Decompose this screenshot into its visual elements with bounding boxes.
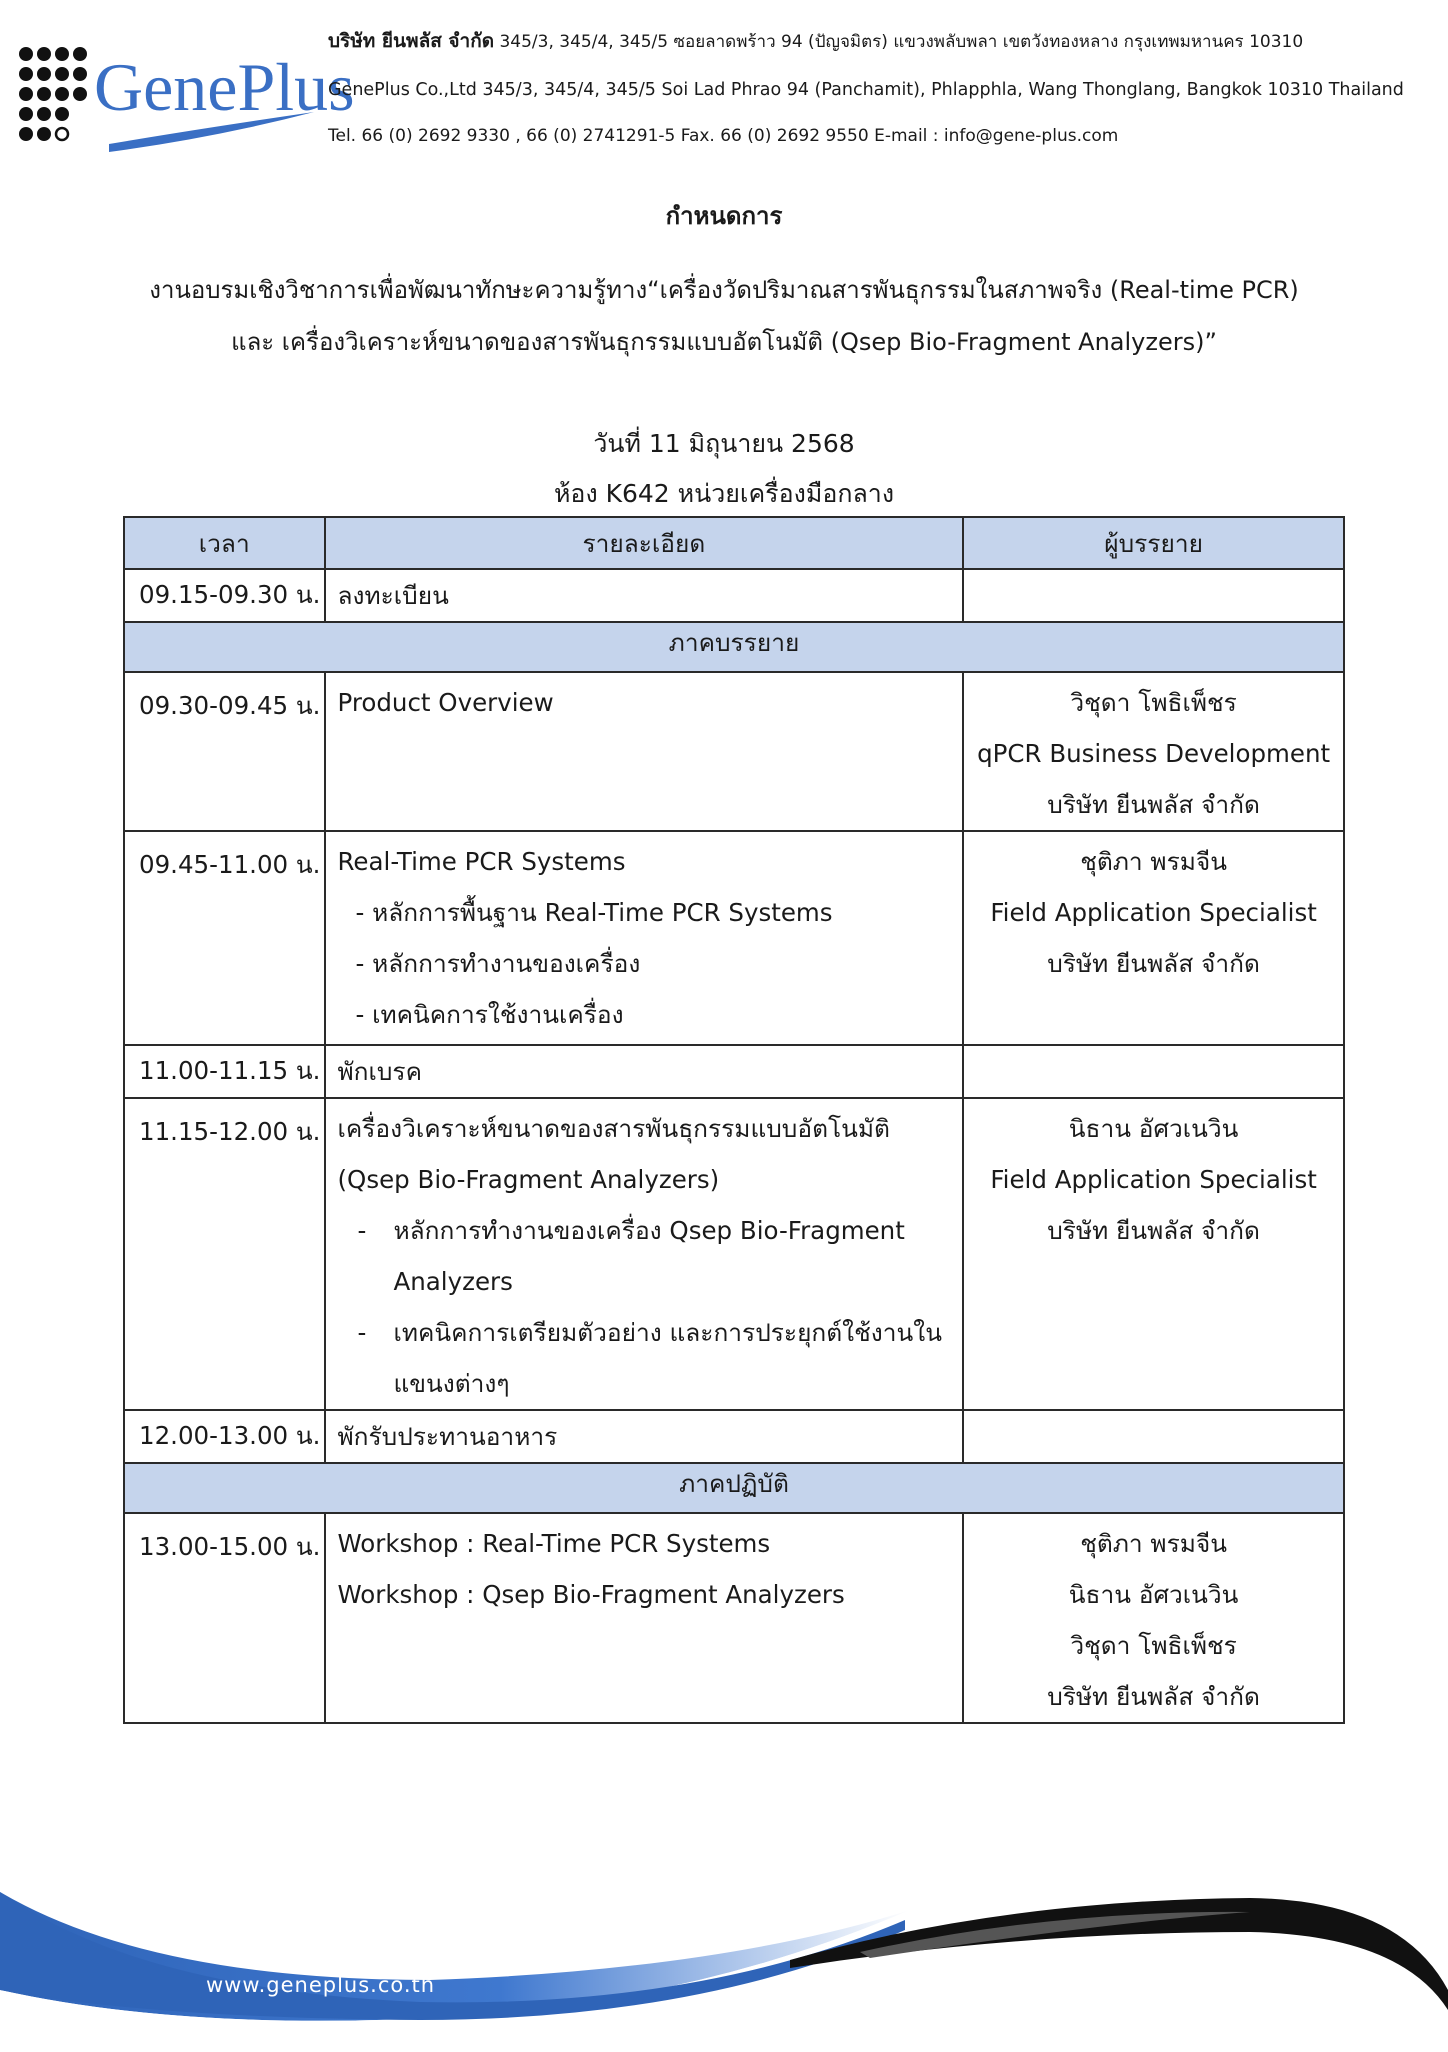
company-address-thai-text: 345/3, 345/4, 345/5 ซอยลาดพร้าว 94 (ปัญจมิตร) แขวงพลับพลา เขตวังทองหลาง กรุงเทพมหานคร 10310 (499, 32, 1304, 52)
speaker-role: qPCR Business Development (977, 739, 1331, 768)
table-row-break (124, 1045, 1344, 1098)
speaker-cell (963, 569, 1344, 622)
time-cell: 09.45-11.00 น. (124, 831, 325, 1045)
detail-cell: พักรับประทานอาหาร (325, 1410, 964, 1463)
company-contact: Tel. 66 (0) 2692 9330 , 66 (0) 2741291-5 Fax. 66 (0) 2692 9550 E-mail : info@gene-plus.com (328, 126, 1119, 146)
detail-cell (325, 1513, 964, 1723)
speaker-name: นิธาน อัศวเนวิน (1068, 1580, 1239, 1609)
detail-bullet: - หลักการพื้นฐาน Real-Time PCR Systems (355, 898, 833, 927)
speaker-name: วิชุดา โพธิเพ็ชร (1070, 1631, 1237, 1660)
company-name-thai: บริษัท ยีนพลัส จำกัด (328, 30, 495, 52)
speaker-name: นิธาน อัศวเนวิน (1068, 1114, 1239, 1143)
logo-text: GenePlus (94, 49, 355, 125)
page-title: กำหนดการ (665, 202, 783, 230)
section-lecture-label: ภาคบรรยาย (124, 622, 1344, 672)
speaker-cell (963, 1098, 1344, 1410)
section-practice-label: ภาคปฏิบัติ (124, 1463, 1344, 1513)
speaker-name: ชุติภา พรมจีน (1080, 847, 1227, 876)
bullet-dash: - (357, 1318, 367, 1347)
detail-bullet: - เทคนิคการเตรียมตัวอย่าง และการประยุกต์ใช้งานใน (338, 1307, 963, 1358)
bullet-dash: - (357, 1216, 367, 1245)
company-logo (14, 36, 355, 162)
event-room: ห้อง K642 หน่วยเครื่องมือกลาง (553, 479, 895, 508)
schedule-table (123, 516, 1345, 1724)
detail-bullet: - หลักการทำงานของเครื่อง (355, 949, 641, 978)
header-time: เวลา (124, 517, 325, 569)
time-cell: 11.15-12.00 น. (124, 1098, 325, 1410)
table-row-lunch (124, 1410, 1344, 1463)
speaker-cell (963, 1410, 1344, 1463)
time-cell: 12.00-13.00 น. (124, 1410, 325, 1463)
detail-title: เครื่องวิเคราะห์ขนาดของสารพันธุกรรมแบบอัตโนมัติ (337, 1114, 890, 1143)
table-row-qsep (124, 1098, 1344, 1410)
speaker-role: Field Application Specialist (990, 898, 1317, 927)
detail-title: Workshop : Real-Time PCR Systems (337, 1529, 771, 1558)
detail-bullet-continued: Analyzers (393, 1267, 513, 1296)
header-speaker: ผู้บรรยาย (963, 517, 1344, 569)
detail-cell: ลงทะเบียน (325, 569, 964, 622)
speaker-company: บริษัท ยีนพลัส จำกัด (1047, 1216, 1260, 1245)
speaker-name: วิชุดา โพธิเพ็ชร (1070, 688, 1237, 717)
table-row-overview (124, 672, 1344, 831)
time-cell: 11.00-11.15 น. (124, 1045, 325, 1098)
company-address-thai (328, 30, 1303, 53)
time-cell: 09.15-09.30 น. (124, 569, 325, 622)
detail-bullet: - เทคนิคการใช้งานเครื่อง (355, 1000, 624, 1029)
speaker-role: Field Application Specialist (990, 1165, 1317, 1194)
speaker-cell (963, 1045, 1344, 1098)
detail-cell: พักเบรค (325, 1045, 964, 1098)
time-cell: 13.00-15.00 น. (124, 1513, 325, 1723)
detail-bullet-continued: แขนงต่างๆ (393, 1369, 510, 1398)
header-detail: รายละเอียด (325, 517, 964, 569)
speaker-cell (963, 1513, 1344, 1723)
event-date: วันที่ 11 มิถุนายน 2568 (593, 429, 855, 458)
speaker-company: บริษัท ยีนพลัส จำกัด (1047, 790, 1260, 819)
speaker-cell (963, 672, 1344, 831)
detail-bullet: - หลักการทำงานของเครื่อง Qsep Bio-Fragment (338, 1205, 963, 1256)
table-header-row (124, 517, 1344, 569)
detail-cell: Product Overview (325, 672, 964, 831)
company-address-english: GenePlus Co.,Ltd 345/3, 345/4, 345/5 Soi Lad Phrao 94 (Panchamit), Phlapphla, Wang Thonglang, Bangkok 10310 Thailand (328, 80, 1404, 100)
detail-cell (325, 831, 964, 1045)
speaker-company: บริษัท ยีนพลัส จำกัด (1047, 949, 1260, 978)
detail-title: Real-Time PCR Systems (337, 847, 626, 876)
footer-website: www.geneplus.co.th (206, 1973, 436, 1997)
geneplus-logo-icon (14, 36, 355, 162)
subtitle-line-1: งานอบรมเชิงวิชาการเพื่อพัฒนาทักษะความรู้ทาง“เครื่องวัดปริมาณสารพันธุกรรมในสภาพจริง (Real-time PCR) (149, 276, 1299, 304)
table-row-realtime-pcr (124, 831, 1344, 1045)
speaker-cell (963, 831, 1344, 1045)
speaker-company: บริษัท ยีนพลัส จำกัด (1047, 1682, 1260, 1711)
speaker-name: ชุติภา พรมจีน (1080, 1529, 1227, 1558)
table-row-workshop (124, 1513, 1344, 1723)
section-practice (124, 1463, 1344, 1513)
footer-decoration (0, 1840, 1448, 2048)
detail-title: Workshop : Qsep Bio-Fragment Analyzers (337, 1580, 845, 1609)
footer-swoosh-icon (0, 1840, 1448, 2048)
detail-subtitle: (Qsep Bio-Fragment Analyzers) (337, 1165, 720, 1194)
time-cell: 09.30-09.45 น. (124, 672, 325, 831)
section-lecture (124, 622, 1344, 672)
table-row-registration (124, 569, 1344, 622)
subtitle-line-2: และ เครื่องวิเคราะห์ขนาดของสารพันธุกรรมแบบอัตโนมัติ (Qsep Bio-Fragment Analyzers)” (231, 328, 1217, 356)
detail-cell (325, 1098, 964, 1410)
